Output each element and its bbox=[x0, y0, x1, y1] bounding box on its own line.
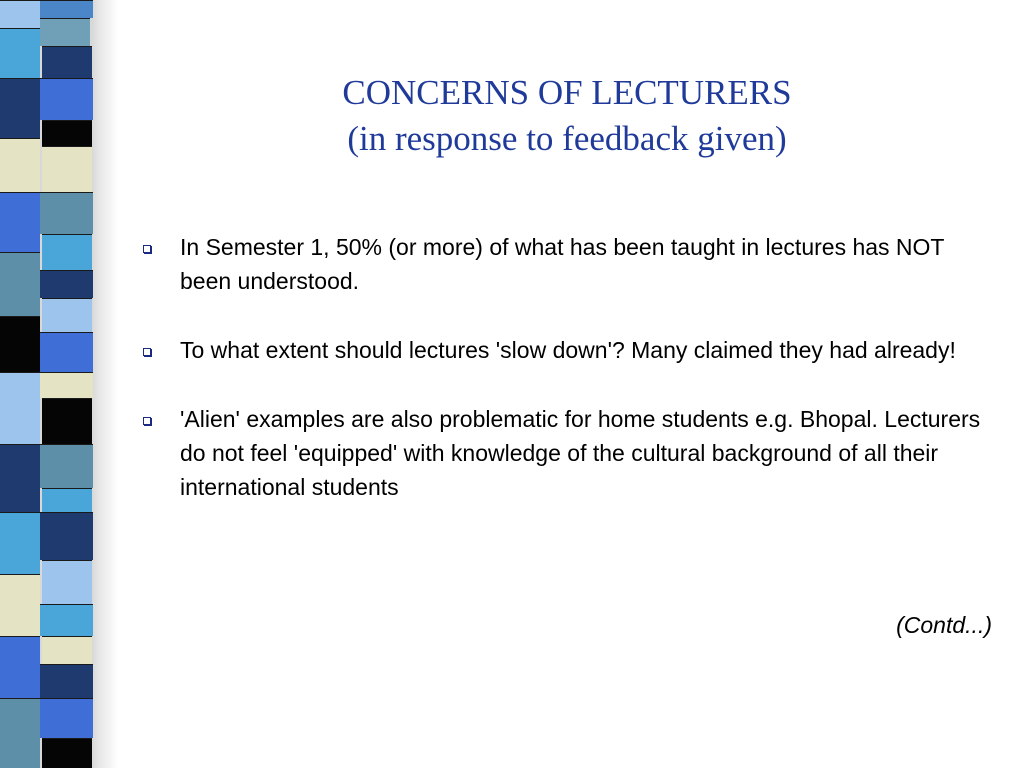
strip-block bbox=[0, 0, 40, 28]
strip-block bbox=[40, 604, 93, 636]
strip-block bbox=[0, 636, 40, 698]
strip-block bbox=[42, 234, 92, 270]
decorative-color-strip bbox=[0, 0, 100, 768]
strip-block bbox=[0, 698, 40, 768]
bullet-item bbox=[140, 402, 1000, 504]
strip-block bbox=[0, 138, 40, 192]
bullet-text: To what extent should lectures 'slow down'? Many claimed they had already! bbox=[180, 337, 956, 363]
strip-block bbox=[40, 372, 93, 398]
continued-note: (Contd...) bbox=[896, 612, 992, 638]
strip-block bbox=[40, 512, 93, 560]
strip-block bbox=[42, 488, 92, 512]
strip-block bbox=[40, 698, 93, 738]
strip-block bbox=[0, 444, 40, 512]
square-bullet-icon bbox=[143, 245, 151, 253]
bullet-item bbox=[140, 333, 1000, 367]
strip-block bbox=[40, 444, 93, 488]
bullet-text: In Semester 1, 50% (or more) of what has been taught in lectures has NOT been understood. bbox=[180, 234, 945, 294]
bullet-list bbox=[140, 230, 1000, 539]
strip-block bbox=[0, 78, 40, 138]
bullet-item bbox=[140, 230, 1000, 298]
strip-block bbox=[0, 252, 40, 316]
strip-block bbox=[0, 512, 40, 574]
strip-block bbox=[0, 372, 40, 444]
strip-block bbox=[42, 46, 92, 78]
title-line-main: CONCERNS OF LECTURERS bbox=[342, 73, 792, 112]
strip-block bbox=[42, 120, 92, 146]
strip-block bbox=[40, 332, 93, 372]
square-bullet-icon bbox=[143, 417, 151, 425]
strip-block bbox=[42, 738, 92, 768]
strip-block bbox=[42, 636, 92, 664]
strip-block bbox=[0, 192, 40, 252]
strip-block bbox=[42, 398, 92, 444]
strip-block bbox=[0, 316, 40, 372]
strip-block bbox=[40, 270, 93, 298]
strip-block bbox=[42, 298, 92, 332]
strip-block bbox=[42, 560, 92, 604]
title-line-sub: (in response to feedback given) bbox=[347, 119, 787, 158]
strip-block bbox=[38, 0, 93, 18]
strip-block bbox=[40, 78, 93, 120]
slide-title bbox=[130, 70, 1004, 162]
strip-block bbox=[0, 574, 40, 636]
square-bullet-icon bbox=[143, 348, 151, 356]
bullet-text: 'Alien' examples are also problematic for home students e.g. Bhopal. Lecturers do not feel 'equipped' with knowledge of the cultural background of all their international students bbox=[180, 406, 981, 500]
strip-block bbox=[40, 192, 93, 234]
strip-block bbox=[42, 146, 92, 192]
strip-block bbox=[0, 28, 40, 78]
strip-block bbox=[40, 664, 93, 698]
strip-block bbox=[40, 18, 90, 46]
